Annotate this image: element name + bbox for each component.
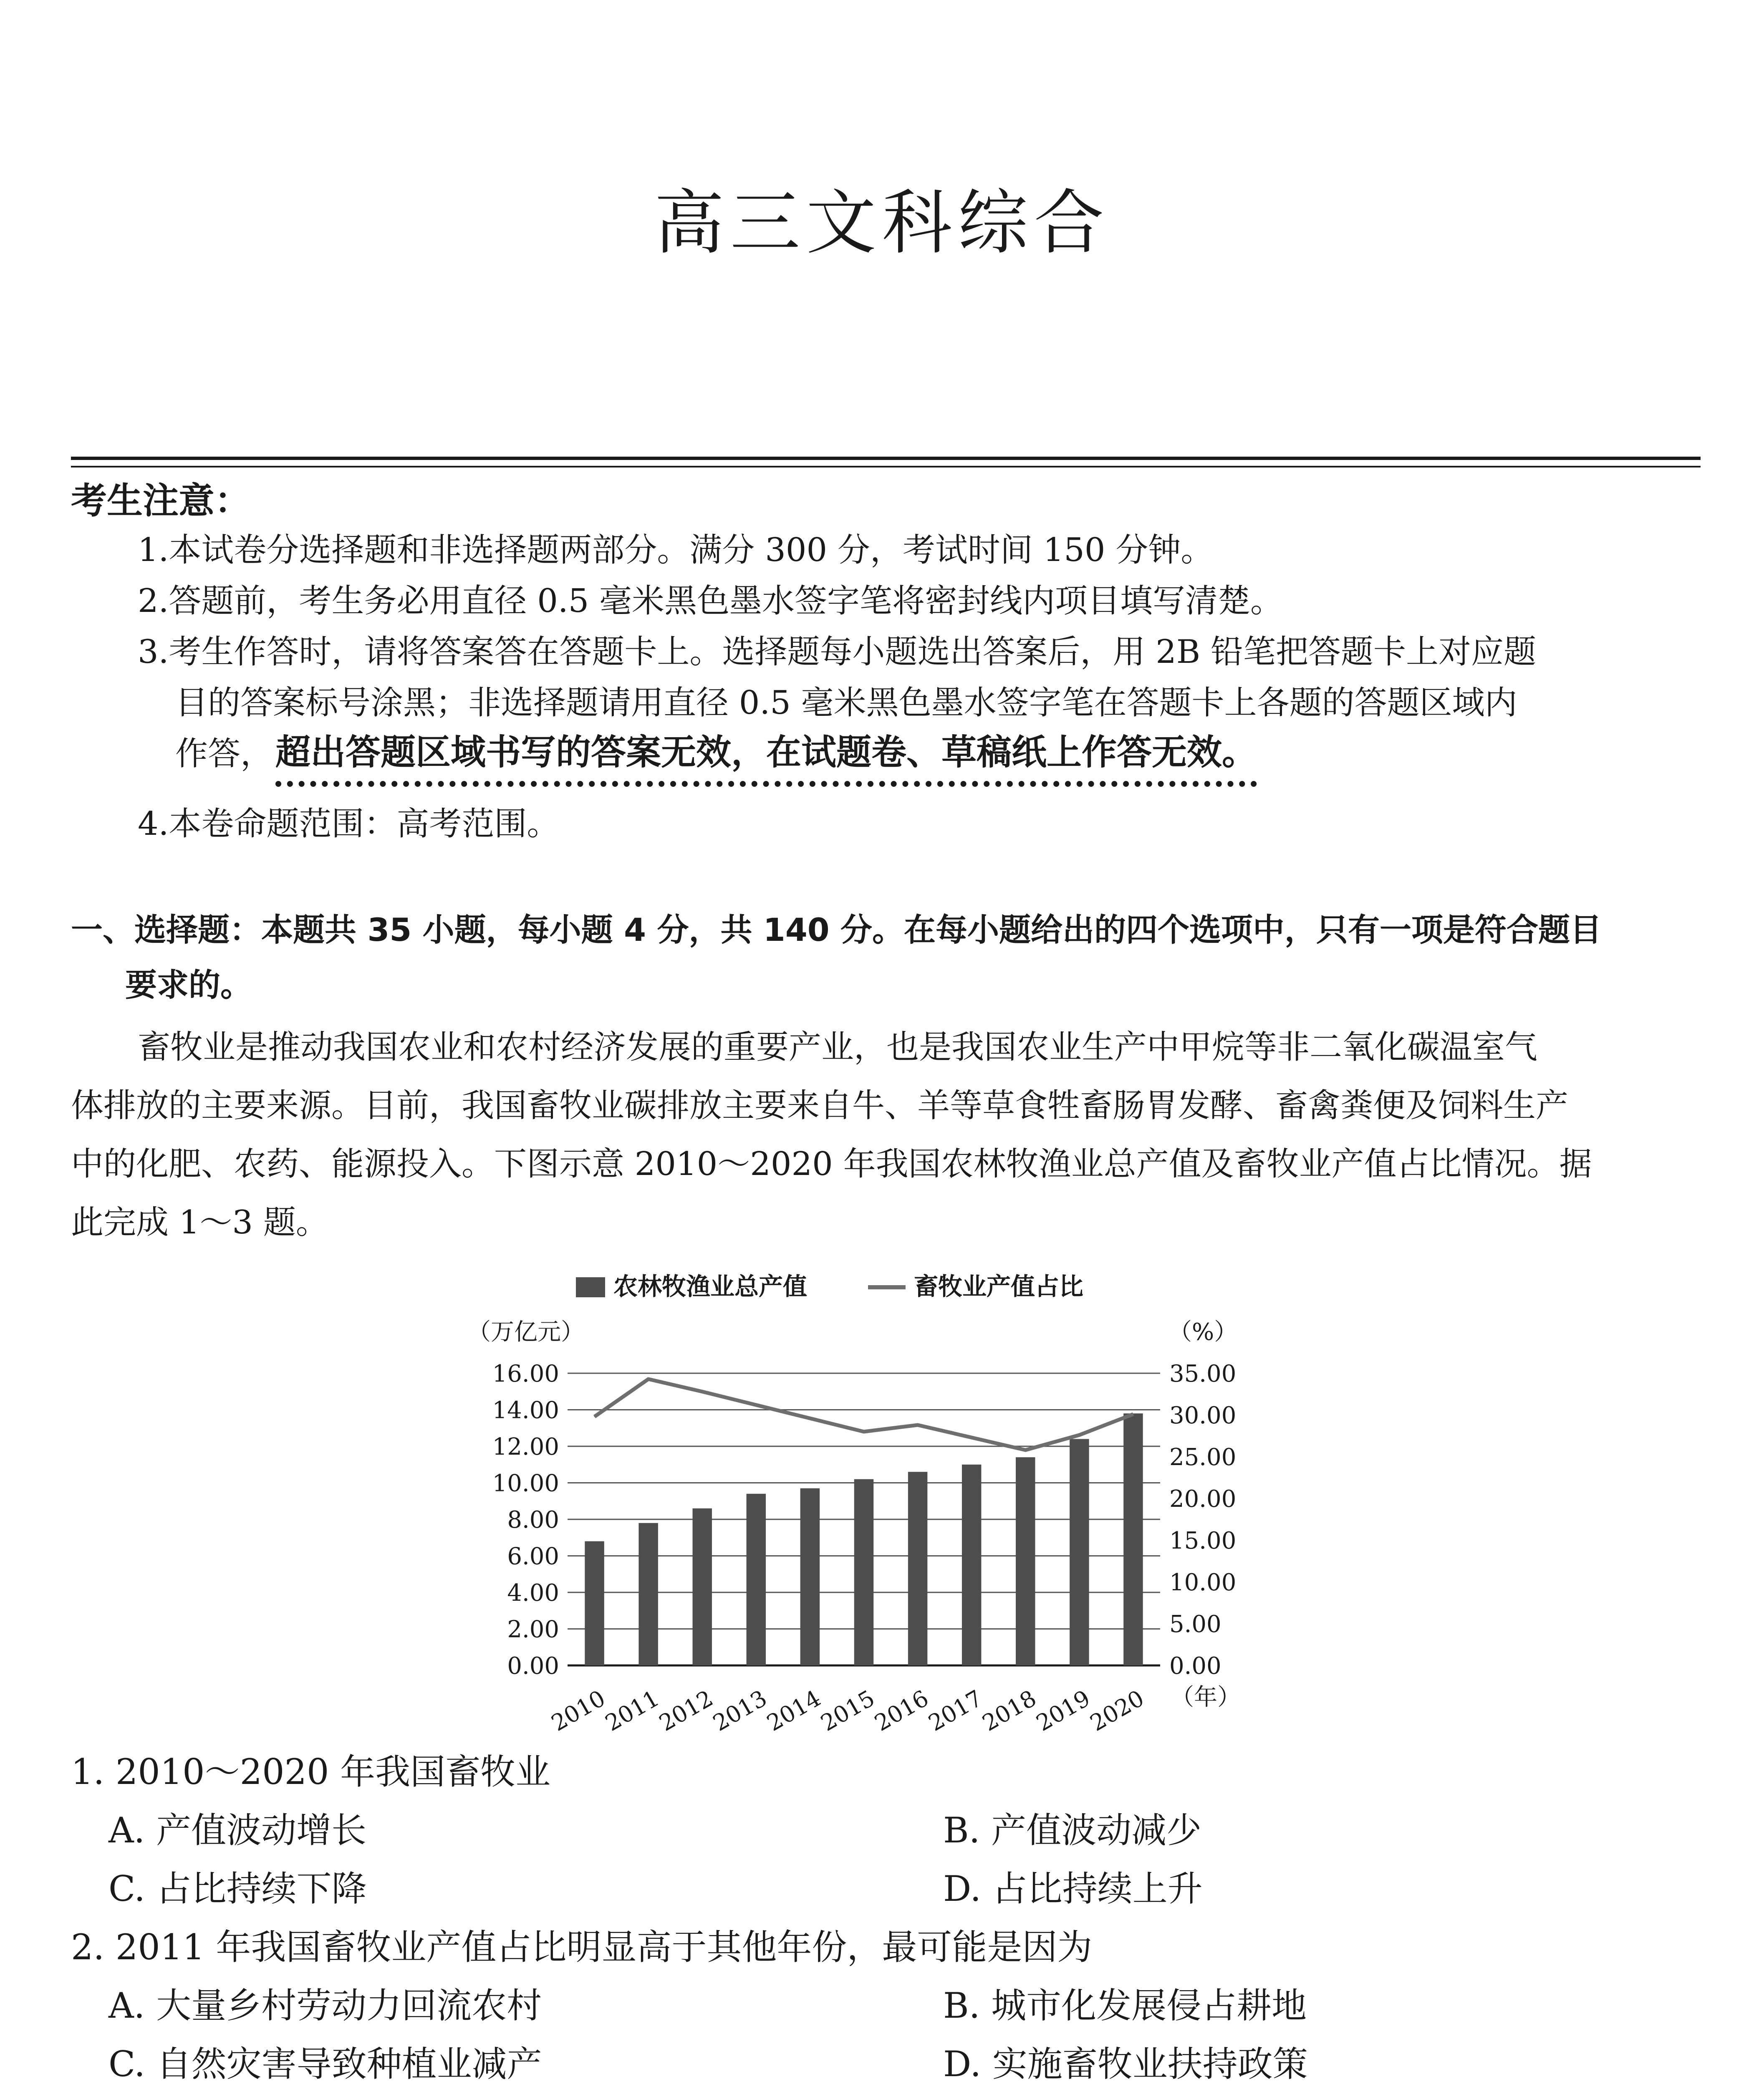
notice-heading: 考生注意： xyxy=(71,480,250,522)
section-heading-cont: 要求的。 xyxy=(125,966,252,1003)
x-tick-label: 2011 xyxy=(601,1685,664,1736)
page-title: 高三文科综合 xyxy=(654,182,1110,264)
left-tick-label: 8.00 xyxy=(507,1506,559,1534)
x-tick-label: 2015 xyxy=(816,1685,879,1736)
legend-bar-swatch xyxy=(576,1277,605,1297)
left-tick-label: 4.00 xyxy=(507,1579,559,1607)
x-tick-label: 2013 xyxy=(708,1685,772,1736)
x-tick-label: 2014 xyxy=(762,1685,825,1736)
notice-item: 1.本试卷分选择题和非选择题两部分。满分 300 分，考试时间 150 分钟。 xyxy=(138,531,1214,569)
right-tick-label: 0.00 xyxy=(1169,1652,1221,1680)
bar xyxy=(1070,1439,1089,1666)
line-point xyxy=(702,1391,703,1392)
share-line xyxy=(595,1379,1133,1450)
notice-item: 目的答案标号涂黑；非选择题请用直径 0.5 毫米黑色墨水签字笔在答题卡上各题的答题区域内 xyxy=(175,684,1517,722)
notice-item: 4.本卷命题范围：高考范围。 xyxy=(138,805,560,843)
bar xyxy=(1016,1457,1035,1665)
option-a: A. 大量乡村劳动力回流农村 xyxy=(109,1985,542,2026)
right-tick-label: 5.00 xyxy=(1169,1611,1221,1638)
line-point xyxy=(594,1416,595,1417)
right-tick-label: 10.00 xyxy=(1169,1569,1237,1596)
legend-bar-label: 农林牧渔业总产值 xyxy=(613,1272,808,1301)
header-rule-thick xyxy=(71,457,1701,460)
right-tick-label: 35.00 xyxy=(1169,1360,1237,1387)
option-c: C. 占比持续下降 xyxy=(109,1868,367,1909)
bar xyxy=(800,1488,820,1665)
bar xyxy=(962,1465,981,1665)
line-point xyxy=(971,1437,972,1438)
right-tick-label: 25.00 xyxy=(1169,1444,1237,1471)
line-point xyxy=(648,1379,649,1380)
left-tick-label: 16.00 xyxy=(492,1360,559,1387)
bar xyxy=(908,1472,927,1665)
option-a: A. 产值波动增长 xyxy=(109,1810,367,1851)
x-tick-label: 2017 xyxy=(924,1685,987,1736)
option-c: C. 自然灾害导致种植业减产 xyxy=(109,2044,542,2084)
option-d: D. 实施畜牧业扶持政策 xyxy=(943,2044,1308,2084)
legend-line-label: 畜牧业产值占比 xyxy=(914,1272,1084,1301)
passage-line: 中的化肥、农药、能源投入。下图示意 2010～2020 年我国农林牧渔业总产值及畜牧业产值占比情况。据 xyxy=(71,1145,1592,1183)
left-tick-label: 14.00 xyxy=(492,1397,559,1424)
right-tick-label: 15.00 xyxy=(1169,1527,1237,1554)
notice-emphasis: 超出答题区域书写的答案无效，在试题卷、草稿纸上作答无效。 xyxy=(275,732,1257,773)
right-tick-label: 20.00 xyxy=(1169,1486,1237,1513)
option-b: B. 城市化发展侵占耕地 xyxy=(943,1985,1307,2026)
notice-item: 3.考生作答时，请将答案答在答题卡上。选择题每小题选出答案后，用 2B 铅笔把答题卡上对应题 xyxy=(138,633,1536,671)
x-tick-label: 2012 xyxy=(654,1685,718,1736)
passage-line: 畜牧业是推动我国农业和农村经济发展的重要产业，也是我国农业生产中甲烷等非二氧化碳温室气 xyxy=(138,1028,1538,1066)
x-tick-label: 2016 xyxy=(870,1685,933,1736)
notice-item-prefix: 作答， xyxy=(175,735,273,773)
x-tick-label: 2020 xyxy=(1085,1685,1148,1736)
option-b: B. 产值波动减少 xyxy=(943,1810,1202,1851)
bar xyxy=(585,1541,604,1666)
bar xyxy=(638,1523,658,1665)
question-stem: 1. 2010～2020 年我国畜牧业 xyxy=(71,1751,551,1792)
left-tick-label: 12.00 xyxy=(492,1433,559,1460)
question-stem: 2. 2011 年我国畜牧业产值占比明显高于其他年份，最可能是因为 xyxy=(71,1927,1093,1968)
x-unit-label: （年） xyxy=(1171,1684,1241,1711)
section-heading: 一、选择题：本题共 35 小题，每小题 4 分，共 140 分。在每小题给出的四个选项中，只有一项是符合题目 xyxy=(71,911,1602,948)
passage-line: 体排放的主要来源。目前，我国畜牧业碳排放主要来自牛、羊等草食牲畜肠胃发酵、畜禽粪便及饲料生产 xyxy=(71,1087,1569,1124)
left-tick-label: 0.00 xyxy=(507,1652,559,1680)
line-point xyxy=(863,1431,864,1432)
option-d: D. 占比持续上升 xyxy=(943,1868,1203,1909)
passage-line: 此完成 1～3 题。 xyxy=(71,1204,328,1241)
combo-chart xyxy=(451,1256,1319,1736)
bar xyxy=(747,1494,766,1665)
notice-item: 2.答题前，考生务必用直径 0.5 毫米黑色墨水签字笔将密封线内项目填写清楚。 xyxy=(138,582,1283,620)
bar xyxy=(854,1479,873,1665)
x-tick-label: 2010 xyxy=(547,1685,610,1736)
header-rule-thin xyxy=(71,466,1701,467)
left-tick-label: 2.00 xyxy=(507,1616,559,1643)
x-tick-label: 2019 xyxy=(1032,1685,1095,1736)
left-tick-label: 10.00 xyxy=(492,1470,559,1497)
right-axis-label: （%） xyxy=(1168,1319,1238,1346)
bar xyxy=(692,1508,712,1665)
left-axis-label: （万亿元） xyxy=(467,1319,584,1346)
x-tick-label: 2018 xyxy=(978,1685,1041,1736)
right-tick-label: 30.00 xyxy=(1169,1402,1237,1429)
left-tick-label: 6.00 xyxy=(507,1543,559,1570)
bar xyxy=(1123,1413,1143,1665)
